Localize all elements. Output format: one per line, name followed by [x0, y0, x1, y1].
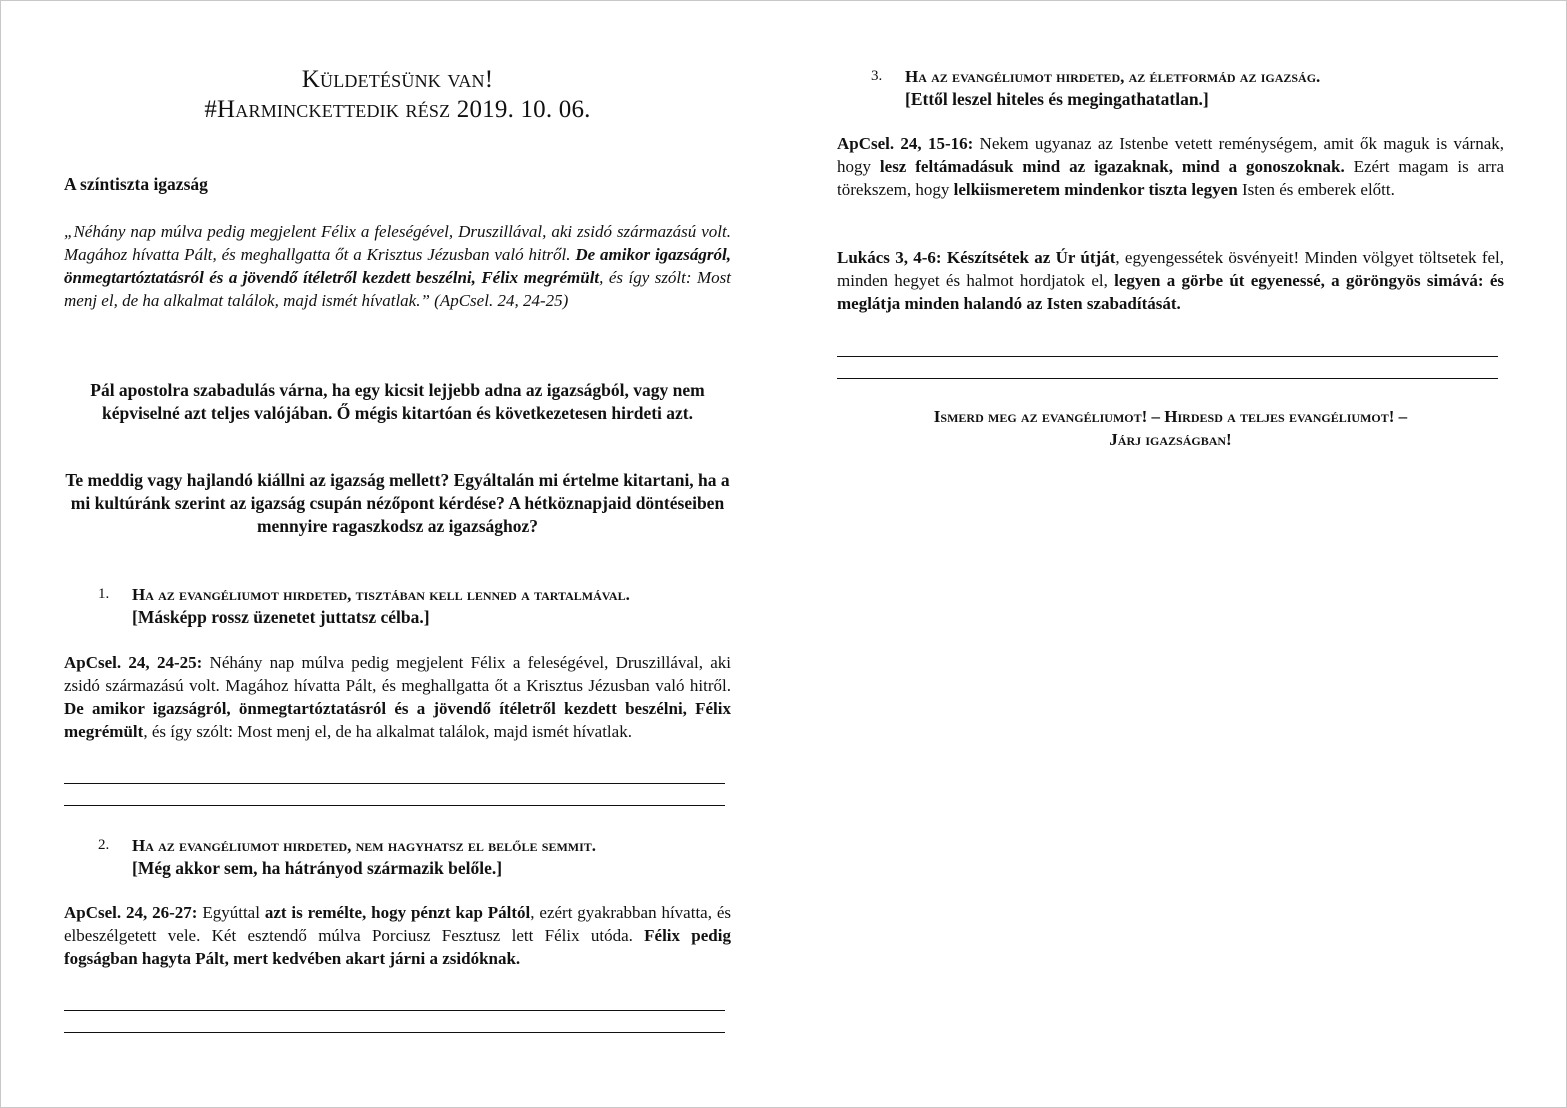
verse-emphasis: legyen a görbe út egyenessé, a göröngyös simává: és meglátja minden halandó az Isten szabadítását.	[837, 271, 1504, 313]
closing-motto	[837, 405, 1504, 451]
verse-paragraph-1	[64, 651, 731, 743]
verse-emphasis: lesz feltámadásuk mind az igazaknak, mind a gonoszoknak.	[879, 157, 1345, 176]
writing-line	[64, 805, 725, 806]
writing-line	[64, 783, 725, 784]
point-number: 3.	[871, 68, 883, 84]
point-2	[98, 834, 738, 880]
point-heading: Ha az evangéliumot hirdeted, az életformád az igazság.	[905, 67, 1321, 86]
reflection-paragraph-2: Te meddig vagy hajlandó kiállni az igazság mellett? Egyáltalán mi értelme kitartani, ha a mi kultúránk szerint az igazság csupán nézőpont kérdése? A hétköznapjaid döntéseiben mennyire ragaszkodsz az igazsághoz?	[65, 470, 730, 536]
verse-paragraph-2	[64, 901, 731, 970]
point-number: 1.	[98, 586, 110, 602]
verse-emphasis: azt is remélte, hogy pénzt kap Páltól	[264, 903, 531, 922]
verse-reference: Lukács 3, 4-6: Készítsétek az Úr útját	[837, 248, 1116, 267]
verse-emphasis: lelkiismeretem mindenkor tiszta legyen	[953, 180, 1238, 199]
verse-reference: ApCsel. 24, 26-27:	[64, 903, 198, 922]
writing-line	[837, 378, 1498, 379]
title-line-1: Küldetésünk van!	[301, 66, 494, 93]
writing-line	[64, 1010, 725, 1011]
quote-text: „Néhány nap múlva pedig megjelent Félix a feleségével, Druszillával, aki zsidó származású volt. Magához hívatta Pált, és meghallgatta őt a Krisztus Jézusban való hitről.	[64, 222, 731, 264]
verse-text: Nekem ugyanaz az Istenbe vetett reménységem, amit ők maguk is várnak, hogy	[837, 134, 1504, 176]
verse-paragraph-3	[837, 132, 1504, 201]
verse-emphasis: De amikor igazságról, önmegtartóztatásról és a jövendő ítéletről kezdett beszélni, Félix megrémült	[64, 699, 731, 741]
verse-text: Egyúttal	[197, 903, 265, 922]
verse-text: Néhány nap múlva pedig megjelent Félix a feleségével, Druszillával, aki zsidó származású volt. Magához hívatta Pált, és meghallgatta őt a Krisztus Jézusban való hitről.	[64, 653, 731, 695]
verse-reference: ApCsel. 24, 24-25:	[64, 653, 203, 672]
verse-reference: ApCsel. 24, 15-16:	[837, 134, 974, 153]
title-line-2: #Harminckettedik rész 2019. 10. 06.	[204, 96, 591, 123]
intro-quote	[64, 220, 731, 312]
verse-text: , és így szólt: Most menj el, de ha alkalmat találok, majd ismét hívatlak.	[143, 722, 632, 741]
point-subheading: [Még akkor sem, ha hátrányod származik belőle.]	[132, 858, 503, 878]
point-number: 2.	[98, 837, 110, 853]
writing-line	[837, 356, 1498, 357]
point-subheading: [Másképp rossz üzenetet juttatsz célba.]	[132, 607, 430, 627]
quote-reference: (ApCsel. 24, 24-25)	[429, 291, 569, 310]
point-heading: Ha az evangéliumot hirdeted, nem hagyhatsz el belőle semmit.	[132, 836, 597, 855]
point-subheading: [Ettől leszel hiteles és megingathatatlan.]	[905, 89, 1209, 109]
point-heading: Ha az evangéliumot hirdeted, tisztában kell lenned a tartalmával.	[132, 585, 630, 604]
section-heading: A színtiszta igazság	[64, 174, 208, 194]
verse-text: Ezért magam is arra törekszem, hogy	[837, 157, 1505, 199]
point-3	[871, 65, 1511, 111]
motto-line-1: Ismerd meg az evangéliumot! – Hirdesd a teljes evangéliumot! –	[933, 407, 1408, 426]
quote-text-end: , és így szólt: Most menj el, de ha alkalmat találok, majd ismét hívatlak.”	[64, 268, 731, 310]
motto-line-2: Járj igazságban!	[1109, 430, 1232, 449]
verse-emphasis: Félix pedig fogságban hagyta Pált, mert kedvében akart járni a zsidóknak.	[64, 926, 731, 968]
verse-text: Isten és emberek előtt.	[1237, 180, 1395, 199]
reflection-paragraph-1: Pál apostolra szabadulás várna, ha egy kicsit lejjebb adna az igazságból, vagy nem képviselné azt teljes valójában. Ő mégis kitartóan és következetesen hirdeti azt.	[90, 380, 705, 423]
document-title	[64, 65, 731, 125]
verse-text: , egyengessétek ösvényeit! Minden völgyet töltsetek fel, minden hegyet és halmot hordjatok el,	[837, 248, 1504, 290]
verse-paragraph-4	[837, 246, 1504, 315]
quote-emphasis: De amikor igazságról, önmegtartóztatásról és a jövendő ítéletről kezdett beszélni, Félix megrémült	[64, 245, 731, 287]
verse-text: , ezért gyakrabban hívatta, és elbeszélgetett vele. Két esztendő múlva Porciusz Fesztusz lett Félix utóda.	[64, 903, 732, 945]
writing-line	[64, 1032, 725, 1033]
point-1	[98, 583, 738, 629]
